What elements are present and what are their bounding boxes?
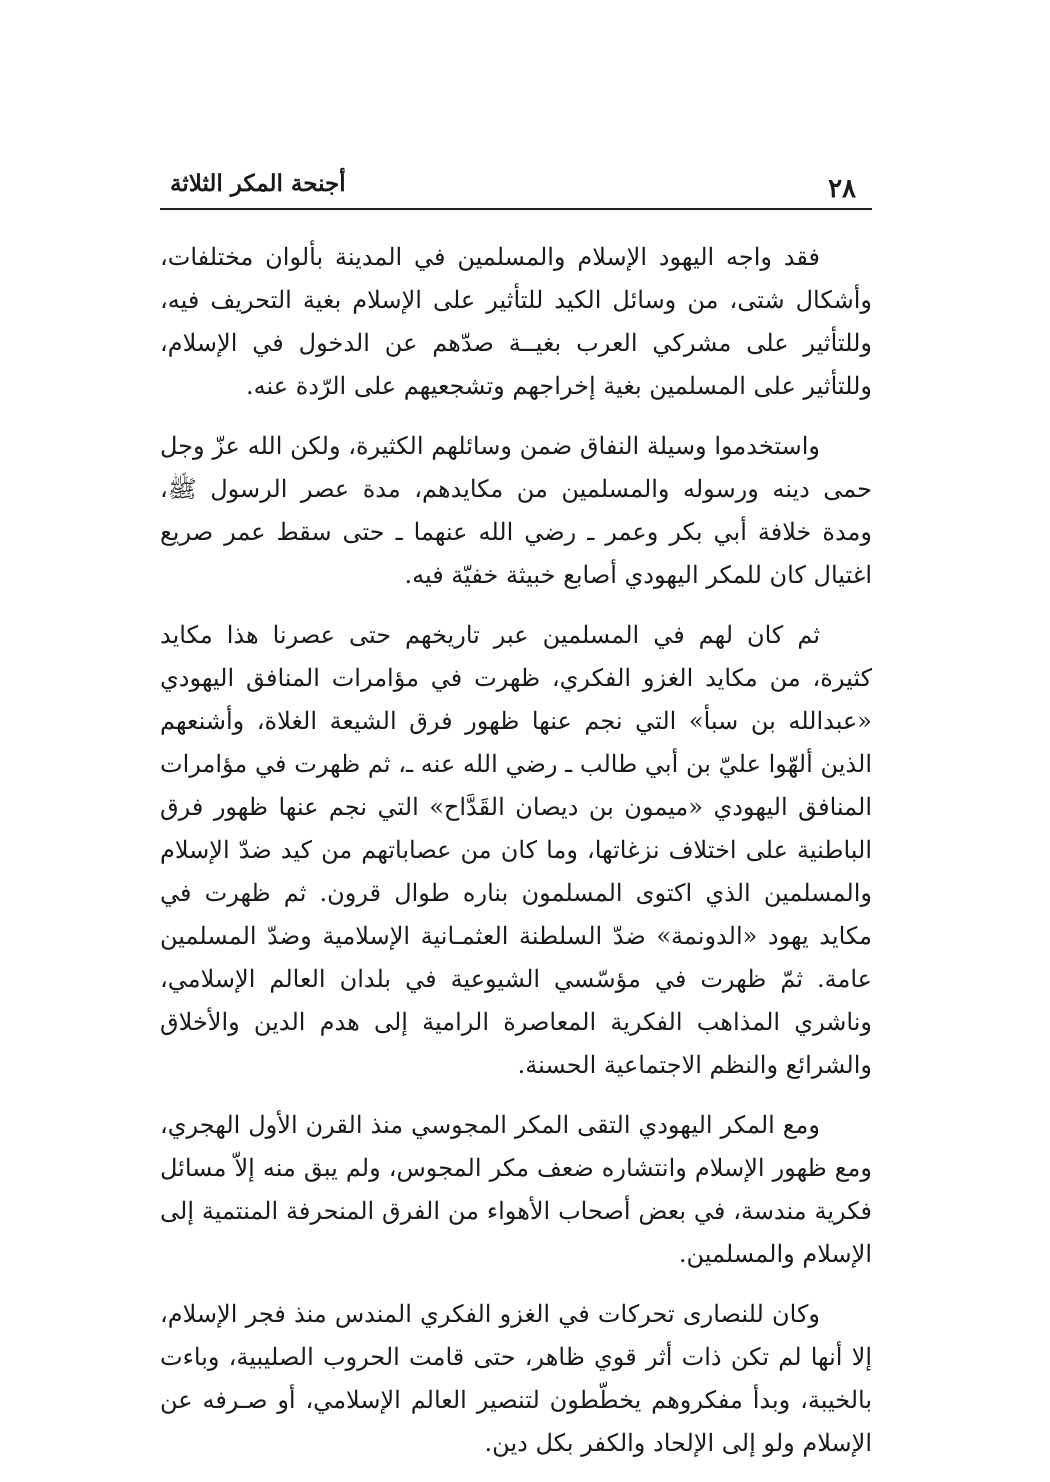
running-title: أجنحة المكر الثلاثة (170, 170, 346, 197)
paragraph: ثم كان لهم في المسلمين عبر تاريخهم حتى عصرنا هذا مكايد كثيرة، من مكايد الغزو الفكري، ظهرت في مؤامرات المنافق اليهودي «عبدالله بن سبأ» التي نجم عنها ظهور فرق الشيعة الغلاة، وأشنعهم الذين ألهّوا عليّ بن أبي طالب ـ رضي الله عنه ـ، ثم ظهرت في مؤامرات المنافق اليهودي «ميمون بن ديصان القَدَّاح» التي نجم عنها ظهور فرق الباطنية على اختلاف نزغاتها، وما كان من عصاباتهم من كيد ضدّ الإسلام والمسلمين الذي اكتوى المسلمون بناره طوال قرون. ثم ظهرت في مكايد يهود «الدونمة» ضدّ السلطنة العثمـانية الإسلامية وضدّ المسلمين عامة. ثمّ ظهرت في مؤسّسي الشيوعية في بلدان العالم الإسلامي، وناشري المذاهب الفكرية المعاصرة الرامية إلى هدم الدين والأخلاق والشرائع والنظم الاجتماعية الحسنة. (160, 621, 872, 1079)
header-divider (160, 208, 872, 210)
paragraph: ومع المكر اليهودي التقى المكر المجوسي منذ القرن الأول الهجري، ومع ظهور الإسلام وانتشاره ضعف مكر المجوس، ولم يبق منه إلاّ مسائل فكرية مندسة، في بعض أصحاب الأهواء من الفرق المنحرفة المنتمية إلى الإسلام والمسلمين. (160, 1111, 872, 1268)
paragraph: وكان للنصارى تحركات في الغزو الفكري المندس منذ فجر الإسلام، إلا أنها لم تكن ذات أثر قوي ظاهر، حتى قامت الحروب الصليبية، وباءت بالخيبة، وبدأ مفكروهم يخطّطون لتنصير العالم الإسلامي، أو صـرفه عن الإسلام ولو إلى الإلحاد والكفر بكل دين. (160, 1300, 872, 1457)
paragraph: فقد واجه اليهود الإسلام والمسلمين في المدينة بألوان مختلفات، وأشكال شتى، من وسائل الكيد للتأثير على الإسلام بغية التحريف فيه، وللتأثير على مشركي العرب بغيــة صدّهم عن الدخول في الإسلام، وللتأثير على المسلمين بغية إخراجهم وتشجعيهم على الرّدة عنه. (160, 243, 872, 400)
paragraph: واستخدموا وسيلة النفاق ضمن وسائلهم الكثيرة، ولكن الله عزّ وجل حمى دينه ورسوله والمسلمين من مكايدهم، مدة عصر الرسول ﷺ، ومدة خلافة أبي بكر وعمر ـ رضي الله عنهما ـ حتى سقط عمر صريع اغتيال كان للمكر اليهودي أصابع خبيثة خفيّة فيه. (160, 432, 872, 589)
page-header (160, 160, 872, 212)
page-number: ٢٨ (828, 174, 856, 204)
body-text (160, 236, 872, 1482)
